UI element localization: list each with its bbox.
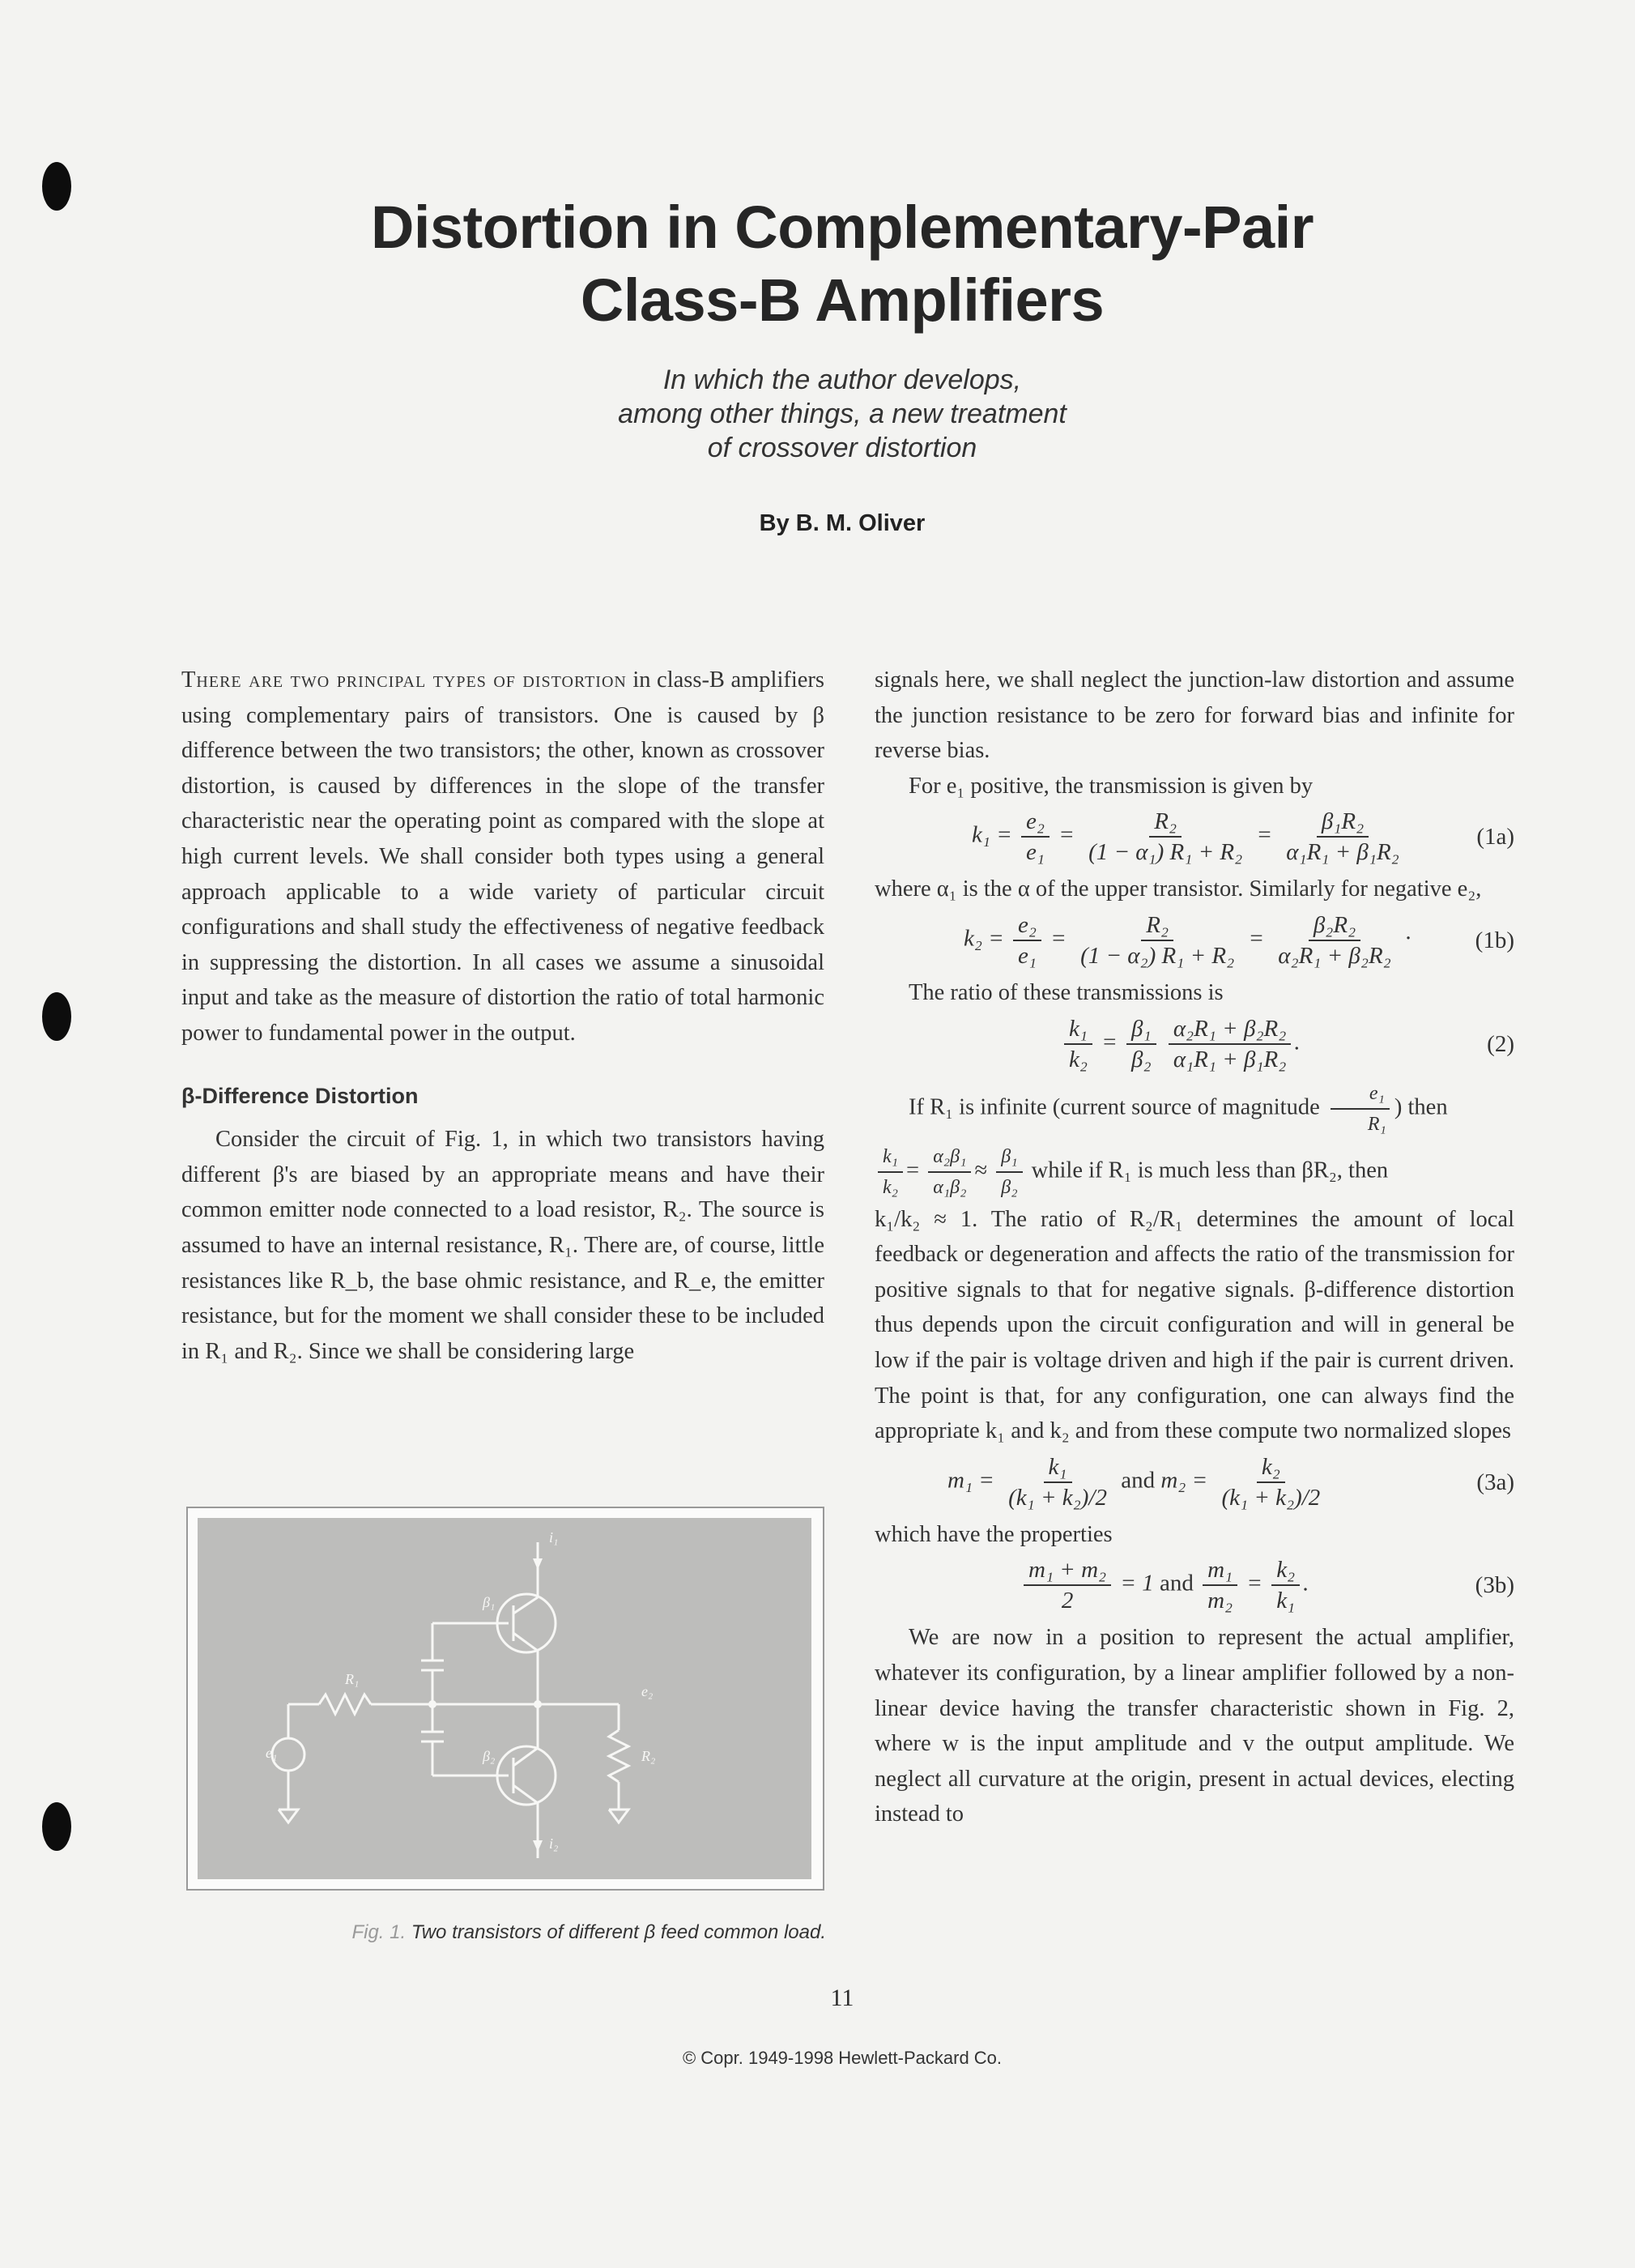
body-paragraph: For e₁ positive, the transmission is given by [909, 773, 1314, 799]
eq-fraction: $\frac{\text{α₂R₁ + β₂R₂}}{\text{α₁R₁ + β₁R₂}}$ [1169, 1014, 1292, 1074]
equation-number: (2) [1487, 1030, 1514, 1057]
circuit-label: β₂ [483, 1748, 496, 1764]
subtitle-line: of crossover distortion [707, 433, 977, 463]
equation-1a: k₁ = $\frac{\text{e₂}}{\text{e₁}}$ = $\frac{\text{R₂}}{\text{(1 − α₁) R₁ + R₂}}$ = $\frac{\text{β₁R₂}}{\text{α₁R₁ + β₁R₂}}$ (1a) [972, 808, 1514, 866]
copyright-notice: © Copr. 1949-1998 Hewlett-Packard Co. [682, 2048, 1003, 2068]
intro-text: in class-B amplifiers using complementary pairs of transistors. One is caused by β difference between the two transistors; the other, known as crossover distortion, is caused by differences in the slope of the transfer characteristic near the operating point as compared with the slope at high current levels. We shall consider both types using a general approach applicable to a wide variety of particular circuit configurations and shall study the effectiveness of negative feedback in suppressing the distortion. In all cases we assume a sinusoidal input and take as the measure of distortion the ratio of total harmonic power to fundamental power in the output. [181, 667, 824, 1046]
eq-fraction: $\frac{\text{β₁}}{\text{β₂}}$ [1126, 1014, 1156, 1074]
eq-fraction: $\frac{\text{β₂R₂}}{\text{α₂R₁ + β₂R₂}}$ [1278, 911, 1391, 969]
eq-fraction: $\frac{\text{β₁}}{\text{β₂}}$ [996, 1142, 1022, 1202]
binder-hole [42, 1802, 71, 1851]
eq-fraction: $\frac{\text{R₂}}{\text{(1 − α₁) R₁ + R₂}}$ [1088, 808, 1243, 866]
body-paragraph: The ratio of these transmissions is [909, 979, 1224, 1005]
circuit-label: i₁ [549, 1529, 559, 1545]
article-title-line-2: Class-B Amplifiers [580, 266, 1105, 334]
binder-hole [42, 992, 71, 1041]
figure-caption-text: Two transistors of different β feed common load. [411, 1921, 826, 1943]
body-paragraph: k₁/k₂ ≈ 1. The ratio of R₂/R₁ determines the amount of local feedback or degeneration and affects the ratio of the transmission for positive signals to that for negative signals. β-difference distortion thus depends upon the circuit configuration and will in general be low if the pair is voltage driven and high if the pair is current driven. The point is that, for any configuration, one can always find the appropriate k₁ and k₂ and from these compute two normalized slopes [875, 1206, 1514, 1444]
eq-fraction: $\frac{\text{k₂}}{\text{k₁}}$ [1271, 1555, 1300, 1615]
equation-number: (3a) [1476, 1469, 1514, 1495]
body-paragraph: $\frac{\text{k₁}}{\text{k₂}}$ = $\frac{\text{α₂β₁}}{\text{α₁β₂}}$ ≈ $\frac{\text{β₁}}{\text{β₂}}$ while if R₁ is much less than βR₂, then [875, 1142, 1514, 1202]
intro-paragraph [181, 663, 824, 1051]
circuit-schematic [198, 1518, 811, 1879]
subtitle-line: among other things, a new treatment [618, 399, 1067, 429]
eq-term: k₁ = [972, 822, 1012, 849]
equation-3a: m₁ = $\frac{\text{k₁}}{\text{(k₁ + k₂)/2}}$ and m₂ = $\frac{\text{k₂}}{\text{(k₁ + k₂)/2}}$ (3a) [947, 1453, 1514, 1511]
equation-2: $\frac{\text{k₁}}{\text{k₂}}$ = $\frac{\text{β₁}}{\text{β₂}}$ $\frac{\text{α₂R₁ + β₂R₂}}{\text{α₁R₁ + β₁R₂}}$ . (2) [875, 1011, 1514, 1079]
equation-number: (1a) [1476, 824, 1514, 850]
article-subtitle [0, 363, 1635, 465]
eq-fraction: $\frac{\text{R₂}}{\text{(1 − α₂) R₁ + R₂}}$ [1080, 911, 1235, 969]
equation-number: (3b) [1475, 1572, 1514, 1599]
eq-fraction: $\frac{\text{β₁R₂}}{\text{α₁R₁ + β₁R₂}}$ [1286, 808, 1399, 866]
figure-1 [186, 1507, 824, 1891]
body-paragraph: We are now in a position to represent the actual amplifier, whatever its configuration, by a linear amplifier followed by a non-linear device having the transfer characteristic shown in Fig. 2, where w is the input amplitude and v the output amplitude. We neglect all curvature at the origin, present in actual devices, electing instead to [875, 1625, 1514, 1827]
circuit-label: β₁ [483, 1594, 496, 1610]
equation-1b: k₂ = $\frac{\text{e₂}}{\text{e₁}}$ = $\frac{\text{R₂}}{\text{(1 − α₂) R₁ + R₂}}$ = $\frac{\text{β₂R₂}}{\text{α₂R₁ + β₂R₂}}$ · (1b) [964, 911, 1514, 969]
eq-fraction: $\frac{\text{α₂β₁}}{\text{α₁β₂}}$ [928, 1142, 971, 1202]
body-paragraph: Consider the circuit of Fig. 1, in which two transistors having different β's are biased by an appropriate means and have their common emitter node connected to a load resistor, R₂. The source is assumed to have an internal resistance, R₁. There are, of course, little resistances like R_b, the base ohmic resistance, and R_e, the emitter resistance, but for the moment we shall consider these to be included in R₁ and R₂. Since we shall be considering large [181, 1127, 824, 1364]
equation-number: (1b) [1475, 927, 1514, 953]
circuit-label: R₁ [345, 1671, 360, 1687]
section-heading: β-Difference Distortion [181, 1083, 419, 1108]
eq-fraction: $\frac{\text{k₁}}{\text{(k₁ + k₂)/2}}$ [1008, 1453, 1107, 1511]
figure-caption [186, 1921, 826, 1944]
intro-smallcaps: There are two principal types of distortion [181, 667, 627, 693]
body-paragraph: If R₁ is infinite (current source of magnitude $\frac{\text{e₁}}{\text{R₁}}$ ) then [875, 1079, 1514, 1139]
eq-fraction: $\frac{\text{k₁}}{\text{k₂}}$ [1064, 1014, 1092, 1074]
circuit-diagram [198, 1518, 811, 1879]
left-column [181, 663, 824, 1369]
circuit-label: e₂ [641, 1683, 654, 1699]
body-paragraph: where α₁ is the α of the upper transistor. Similarly for negative e₂, [875, 876, 1482, 902]
equation-3b: $\frac{\text{m₁ + m₂}}{2}$ = 1 and $\frac{\text{m₁}}{\text{m₂}}$ = $\frac{\text{k₂}}{\text{k₁}}$ . (3b) [875, 1552, 1514, 1620]
article-title-line-1: Distortion in Complementary-Pair [370, 194, 1314, 261]
eq-fraction: $\frac{\text{k₁}}{\text{k₂}}$ [878, 1142, 903, 1202]
eq-fraction: $\frac{\text{e₁}}{\text{R₁}}$ [1329, 1079, 1391, 1139]
body-paragraph: which have the properties [875, 1521, 1113, 1547]
body-paragraph: signals here, we shall neglect the junction-law distortion and assume the junction resistance to be zero for forward bias and infinite for reverse bias. [875, 667, 1514, 764]
eq-fraction: $\frac{\text{m₁ + m₂}}{2}$ [1024, 1555, 1111, 1615]
eq-fraction: $\frac{\text{m₁}}{\text{m₂}}$ [1203, 1555, 1237, 1615]
eq-fraction: $\frac{\text{e₂}}{\text{e₁}}$ [1021, 807, 1050, 867]
byline: By B. M. Oliver [759, 510, 926, 536]
figure-number: Fig. 1. [351, 1921, 407, 1943]
eq-fraction: $\frac{\text{k₂}}{\text{(k₁ + k₂)/2}}$ [1221, 1453, 1321, 1511]
page-number: 11 [830, 1985, 854, 2011]
circuit-label: e₁ [266, 1745, 278, 1761]
subtitle-line: In which the author develops, [662, 364, 1022, 395]
eq-fraction: $\frac{\text{e₂}}{\text{e₁}}$ [1013, 910, 1041, 970]
circuit-label: i₂ [549, 1835, 559, 1852]
right-column [875, 663, 1514, 1832]
eq-term: k₂ = [964, 925, 1004, 952]
circuit-label: R₂ [641, 1748, 656, 1764]
